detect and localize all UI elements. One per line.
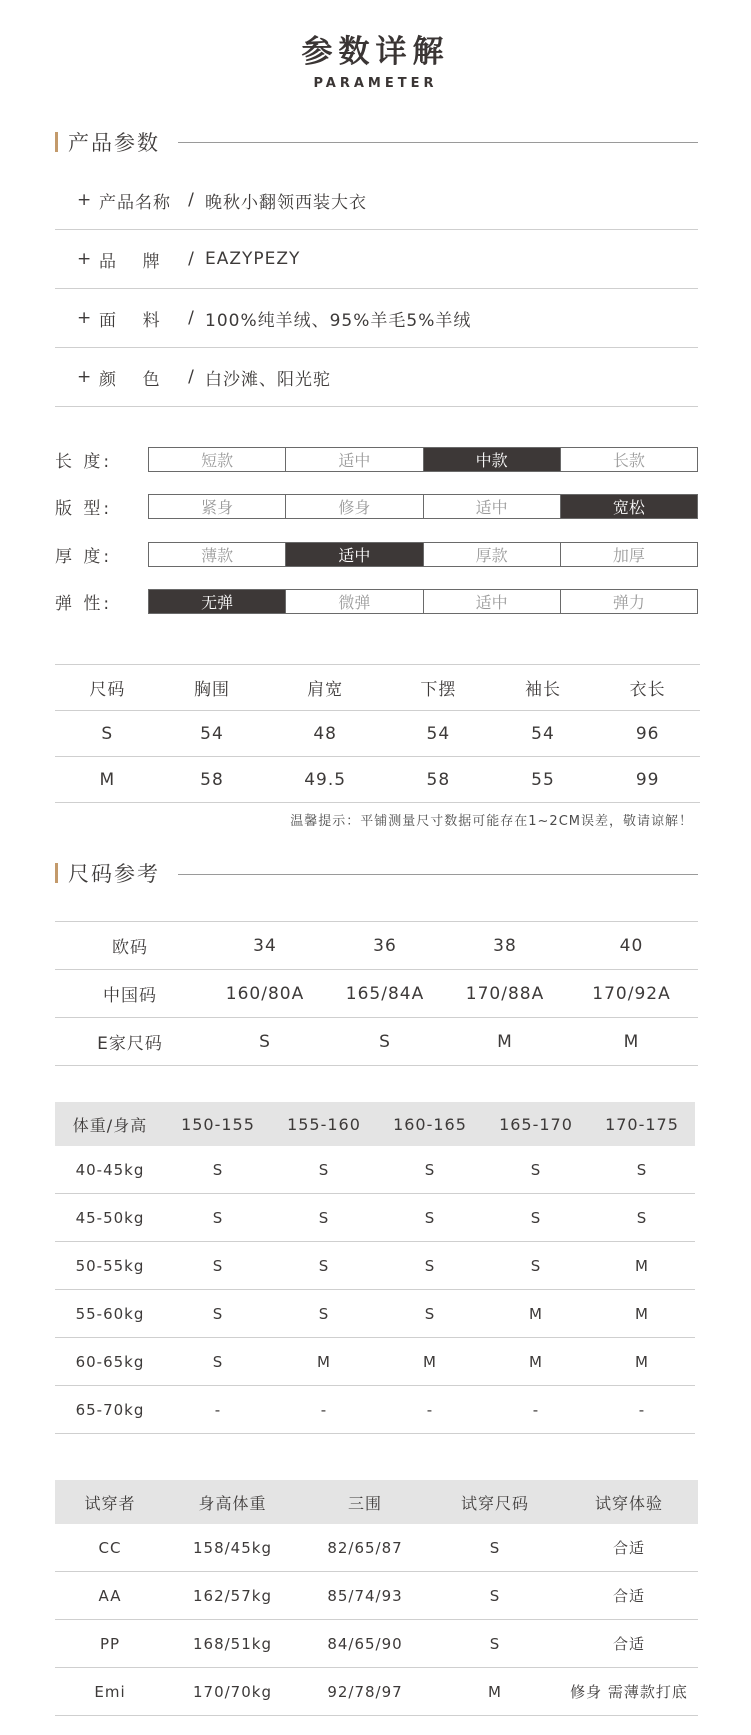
table-cell: 54 <box>160 711 265 757</box>
weight-height-table <box>55 1102 695 1434</box>
page-subtitle: PARAMETER <box>313 76 438 91</box>
table-cell: 55 <box>491 757 596 803</box>
column-header: 155-160 <box>271 1102 377 1146</box>
column-header: 衣长 <box>595 665 700 711</box>
table-cell: - <box>271 1386 377 1434</box>
table-cell: S <box>271 1146 377 1194</box>
attribute-option-selected: 适中 <box>286 543 423 566</box>
table-cell: S <box>377 1146 483 1194</box>
product-row <box>55 230 698 289</box>
table-cell: M <box>589 1290 695 1338</box>
measurement-table <box>55 664 700 803</box>
table-cell: S <box>165 1194 271 1242</box>
table-cell: 合适 <box>560 1524 698 1572</box>
attribute-option-selected: 无弹 <box>149 590 286 613</box>
product-row <box>55 171 698 230</box>
table-row <box>55 1194 695 1242</box>
table-cell: - <box>165 1386 271 1434</box>
table-cell: 82/65/87 <box>300 1524 430 1572</box>
page-title: 参数详解 <box>301 34 450 70</box>
table-header-row <box>55 1102 695 1146</box>
table-cell: S <box>377 1194 483 1242</box>
section-title: 产品参数 <box>68 131 160 155</box>
section-divider <box>178 142 698 143</box>
column-header: 试穿者 <box>55 1480 165 1524</box>
table-cell: 170/70kg <box>165 1668 300 1716</box>
table-cell: 92/78/97 <box>300 1668 430 1716</box>
param-label: 颜 色 <box>99 369 161 390</box>
table-cell: S <box>165 1290 271 1338</box>
attribute-label: 长 度: <box>55 451 113 472</box>
section-title: 尺码参考 <box>68 862 160 886</box>
param-label: 产品名称 <box>99 192 171 213</box>
attribute-option: 加厚 <box>612 545 645 565</box>
column-header: 胸围 <box>160 665 265 711</box>
table-cell: 36 <box>325 922 445 970</box>
table-row <box>55 970 698 1018</box>
attribute-option-selected: 宽松 <box>561 495 697 518</box>
attribute-option: 紧身 <box>149 495 286 518</box>
table-cell: S <box>271 1194 377 1242</box>
attribute-scale <box>148 589 698 614</box>
table-row <box>55 1572 698 1620</box>
plus-icon: + <box>77 249 92 269</box>
table-cell: AA <box>55 1572 165 1620</box>
attribute-label: 弹 性: <box>55 593 113 614</box>
column-header: 三围 <box>300 1480 430 1524</box>
product-row <box>55 289 698 348</box>
param-value: EAZYPEZY <box>205 249 301 269</box>
attribute-row <box>55 541 698 567</box>
table-row <box>55 711 700 757</box>
attribute-option: 适中 <box>424 590 561 613</box>
table-cell: S <box>55 711 160 757</box>
section-accent-bar <box>55 132 58 152</box>
separator: / <box>188 308 194 328</box>
param-value: 白沙滩、阳光驼 <box>205 369 331 390</box>
table-cell: S <box>483 1242 589 1290</box>
column-header: 尺码 <box>55 665 160 711</box>
table-cell: 34 <box>205 922 325 970</box>
table-cell: S <box>377 1290 483 1338</box>
section-divider <box>178 874 698 875</box>
plus-icon: + <box>77 190 92 210</box>
table-cell: 45-50kg <box>55 1194 165 1242</box>
table-cell: E家尺码 <box>55 1018 205 1066</box>
table-cell: 58 <box>160 757 265 803</box>
separator: / <box>188 190 194 210</box>
attribute-option: 修身 <box>286 495 423 518</box>
column-header: 身高体重 <box>165 1480 300 1524</box>
column-header: 下摆 <box>386 665 491 711</box>
attribute-label: 厚 度: <box>55 546 113 567</box>
table-cell: S <box>325 1018 445 1066</box>
attribute-option: 薄款 <box>149 543 286 566</box>
table-cell: 65-70kg <box>55 1386 165 1434</box>
table-cell: 162/57kg <box>165 1572 300 1620</box>
table-cell: M <box>445 1018 565 1066</box>
table-cell: M <box>430 1668 560 1716</box>
column-header: 165-170 <box>483 1102 589 1146</box>
table-cell: 165/84A <box>325 970 445 1018</box>
attribute-row <box>55 493 698 519</box>
section-accent-bar <box>55 863 58 883</box>
table-cell: 60-65kg <box>55 1338 165 1386</box>
table-cell: 49.5 <box>264 757 386 803</box>
table-cell: M <box>55 757 160 803</box>
separator: / <box>188 367 194 387</box>
section-header-product <box>55 131 160 153</box>
table-cell: 96 <box>595 711 700 757</box>
table-cell: 合适 <box>560 1572 698 1620</box>
table-cell: M <box>483 1290 589 1338</box>
table-cell: Emi <box>55 1668 165 1716</box>
table-row <box>55 1338 695 1386</box>
column-header: 肩宽 <box>264 665 386 711</box>
table-row <box>55 1668 698 1716</box>
table-cell: S <box>483 1146 589 1194</box>
table-row <box>55 1620 698 1668</box>
table-cell: 合适 <box>560 1620 698 1668</box>
attribute-option: 长款 <box>612 450 645 470</box>
table-row <box>55 1524 698 1572</box>
table-cell: 50-55kg <box>55 1242 165 1290</box>
attribute-row <box>55 446 698 472</box>
table-cell: S <box>205 1018 325 1066</box>
table-cell: M <box>589 1242 695 1290</box>
table-cell: 54 <box>491 711 596 757</box>
table-cell: 中国码 <box>55 970 205 1018</box>
table-cell: 84/65/90 <box>300 1620 430 1668</box>
attribute-option: 弹力 <box>612 592 645 612</box>
table-cell: S <box>430 1572 560 1620</box>
table-row <box>55 1386 695 1434</box>
column-header: 试穿体验 <box>560 1480 698 1524</box>
param-label: 面 料 <box>99 310 161 331</box>
attribute-label: 版 型: <box>55 498 113 519</box>
column-header: 160-165 <box>377 1102 483 1146</box>
attribute-option-selected: 中款 <box>424 448 561 471</box>
plus-icon: + <box>77 308 92 328</box>
measurement-note: 温馨提示：平铺测量尺寸数据可能存在1~2CM误差，敬请谅解！ <box>290 814 693 829</box>
table-cell: 168/51kg <box>165 1620 300 1668</box>
table-cell: 170/92A <box>565 970 698 1018</box>
column-header: 体重/身高 <box>55 1102 165 1146</box>
table-cell: PP <box>55 1620 165 1668</box>
attribute-option: 微弹 <box>286 590 423 613</box>
table-cell: S <box>271 1242 377 1290</box>
table-cell: S <box>165 1146 271 1194</box>
attribute-scale <box>148 447 698 472</box>
table-cell: S <box>430 1524 560 1572</box>
table-cell: S <box>165 1338 271 1386</box>
table-cell: 160/80A <box>205 970 325 1018</box>
table-cell: - <box>483 1386 589 1434</box>
table-cell: 48 <box>264 711 386 757</box>
table-row <box>55 1290 695 1338</box>
table-cell: - <box>589 1386 695 1434</box>
table-cell: S <box>589 1194 695 1242</box>
attribute-option: 短款 <box>149 448 286 471</box>
table-cell: S <box>430 1620 560 1668</box>
table-cell: S <box>165 1242 271 1290</box>
table-cell: S <box>589 1146 695 1194</box>
table-cell: M <box>271 1338 377 1386</box>
attribute-scale <box>148 542 698 567</box>
table-row <box>55 757 700 803</box>
table-row <box>55 922 698 970</box>
column-header: 袖长 <box>491 665 596 711</box>
table-cell: CC <box>55 1524 165 1572</box>
table-cell: 54 <box>386 711 491 757</box>
product-row <box>55 348 698 407</box>
column-header: 试穿尺码 <box>430 1480 560 1524</box>
table-cell: 40 <box>565 922 698 970</box>
table-header-row <box>55 1480 698 1524</box>
table-cell: M <box>377 1338 483 1386</box>
table-cell: S <box>271 1290 377 1338</box>
table-cell: 99 <box>595 757 700 803</box>
table-cell: 58 <box>386 757 491 803</box>
param-value: 晚秋小翻领西装大衣 <box>205 192 367 213</box>
table-cell: 欧码 <box>55 922 205 970</box>
table-cell: M <box>565 1018 698 1066</box>
table-cell: 修身 需薄款打底 <box>560 1668 698 1716</box>
param-label: 品 牌 <box>99 251 161 272</box>
table-cell: M <box>589 1338 695 1386</box>
attribute-scale <box>148 494 698 519</box>
column-header: 150-155 <box>165 1102 271 1146</box>
param-value: 100%纯羊绒、95%羊毛5%羊绒 <box>205 310 472 331</box>
table-cell: 85/74/93 <box>300 1572 430 1620</box>
table-cell: - <box>377 1386 483 1434</box>
table-cell: 158/45kg <box>165 1524 300 1572</box>
table-cell: S <box>377 1242 483 1290</box>
attribute-option: 适中 <box>424 495 561 518</box>
attribute-row <box>55 588 698 614</box>
table-row <box>55 1018 698 1066</box>
table-row <box>55 1146 695 1194</box>
table-cell: 170/88A <box>445 970 565 1018</box>
table-cell: M <box>483 1338 589 1386</box>
table-cell: 38 <box>445 922 565 970</box>
column-header: 170-175 <box>589 1102 695 1146</box>
attribute-option: 厚款 <box>424 543 561 566</box>
size-conversion-table <box>55 921 698 1066</box>
section-header-size-ref <box>55 862 160 884</box>
separator: / <box>188 249 194 269</box>
table-row <box>55 1242 695 1290</box>
table-header-row <box>55 665 700 711</box>
tryon-table <box>55 1480 698 1716</box>
table-cell: 40-45kg <box>55 1146 165 1194</box>
attribute-option: 适中 <box>286 448 423 471</box>
table-cell: 55-60kg <box>55 1290 165 1338</box>
table-cell: S <box>483 1194 589 1242</box>
plus-icon: + <box>77 367 92 387</box>
